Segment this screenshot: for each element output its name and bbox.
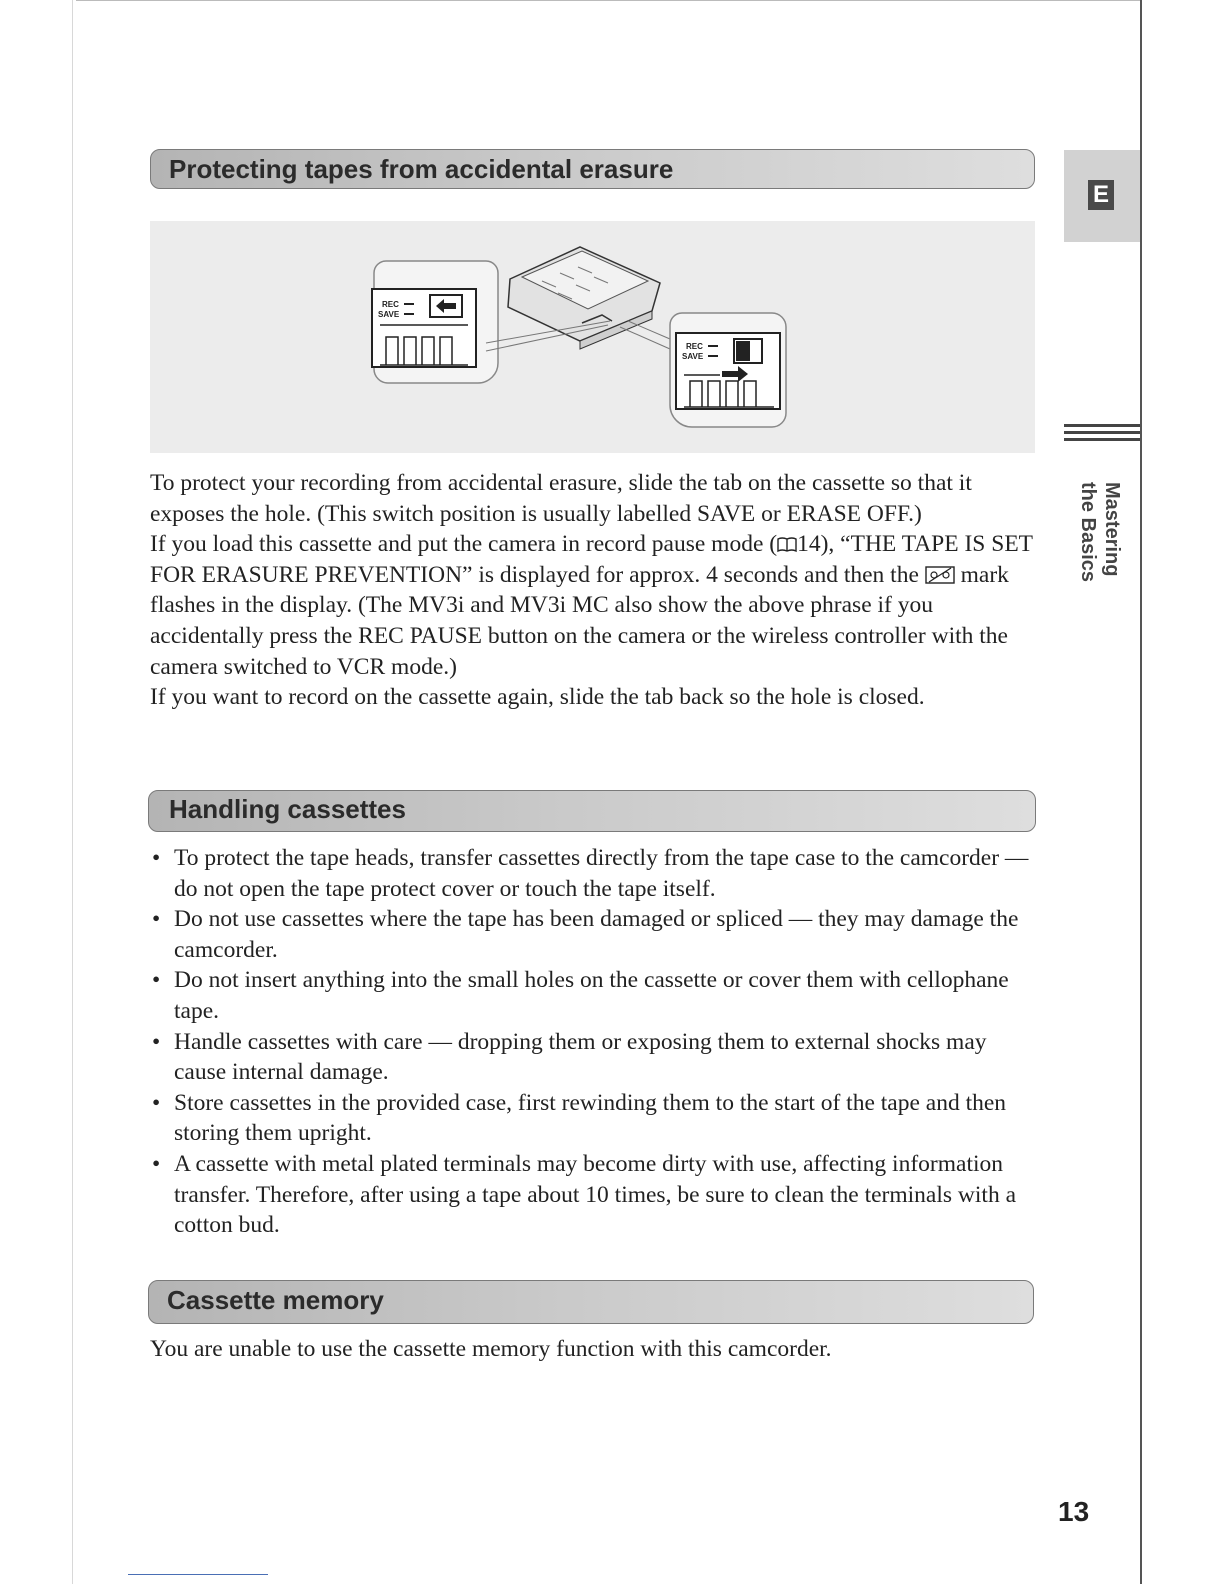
chapter-letter: E xyxy=(1088,180,1114,210)
chapter-tab xyxy=(1064,150,1140,242)
page-top-edge xyxy=(76,0,1140,1)
switch-label-rec-left: REC xyxy=(382,300,399,309)
protecting-paragraph-2-ref: 14), “THE TAPE IS SET FOR ERASURE PREVENTION” is displayed for approx. 4 seconds and then the xyxy=(150,531,1033,588)
list-item xyxy=(150,904,1030,965)
section-header-memory xyxy=(148,1280,1034,1324)
page-bottom-mark xyxy=(128,1574,268,1575)
section-title-protecting: Protecting tapes from accidental erasure xyxy=(169,154,674,184)
bullet-dot: • xyxy=(152,1089,161,1116)
switch-zoom-right xyxy=(670,313,786,427)
section-header-handling xyxy=(148,790,1036,832)
cassette-illustration xyxy=(150,221,1035,453)
protecting-paragraph-2-start: If you load this cassette and put the camera in record pause mode ( xyxy=(150,531,778,558)
chapter-label-line-1: Mastering xyxy=(1101,482,1123,577)
page-right-edge xyxy=(1140,0,1142,1584)
tape-protect-mark-icon xyxy=(925,565,955,585)
chapter-label-line-2: the Basics xyxy=(1077,482,1099,583)
list-item-text: Store cassettes in the provided case, first rewinding them to the start of the tape and then storing them upright. xyxy=(174,1089,1007,1147)
section-title-memory: Cassette memory xyxy=(167,1285,384,1315)
protecting-body xyxy=(150,468,1040,713)
cassette-diagram xyxy=(150,221,1035,453)
book-reference-icon xyxy=(777,536,797,553)
handling-bullet-list xyxy=(150,843,1030,1241)
list-item-text: A cassette with metal plated terminals may become dirty with use, affecting information transfer. Therefore, after using a tape about 10 times, be sure to clean the terminals with a cotton bud. xyxy=(174,1150,1016,1239)
list-item-text: To protect the tape heads, transfer cassettes directly from the tape case to the camcorder — do not open the tape protect cover or touch the tape itself. xyxy=(174,845,1029,902)
protecting-paragraph-1: To protect your recording from accidental erasure, slide the tab on the cassette so that it exposes the hole. (This switch position is usually labelled SAVE or ERASE OFF.) xyxy=(150,470,972,527)
list-item xyxy=(150,1027,1030,1088)
memory-paragraph: You are unable to use the cassette memory function with this camcorder. xyxy=(150,1336,832,1362)
bullet-dot: • xyxy=(152,967,161,994)
memory-body xyxy=(150,1334,1040,1365)
protecting-paragraph-3: If you want to record on the cassette again, slide the tab back so the hole is closed. xyxy=(150,684,925,711)
switch-zoom-left xyxy=(372,261,498,383)
bullet-dot: • xyxy=(152,906,161,933)
list-item xyxy=(150,843,1030,904)
cassette-shape xyxy=(508,247,660,349)
switch-label-rec-right: REC xyxy=(686,342,703,351)
chapter-tab-lines xyxy=(1064,424,1140,445)
bullet-dot: • xyxy=(152,1150,161,1177)
section-header-protecting xyxy=(150,149,1035,189)
list-item xyxy=(150,1149,1030,1241)
list-item xyxy=(150,1088,1030,1149)
list-item-text: Do not insert anything into the small holes on the cassette or cover them with cellophane tape. xyxy=(174,967,1009,1024)
chapter-side-label xyxy=(1076,482,1124,602)
page-left-edge xyxy=(72,0,73,1584)
section-title-handling: Handling cassettes xyxy=(169,794,406,824)
list-item-text: Do not use cassettes where the tape has been damaged or spliced — they may damage the camcorder. xyxy=(174,906,1019,963)
list-item xyxy=(150,965,1030,1026)
switch-label-save-left: SAVE xyxy=(378,310,400,319)
bullet-dot: • xyxy=(152,1028,161,1055)
bullet-dot: • xyxy=(152,845,161,871)
protecting-paragraph-2 xyxy=(150,529,1040,682)
page-number: 13 xyxy=(1058,1496,1090,1527)
switch-label-save-right: SAVE xyxy=(682,352,704,361)
protecting-paragraph-2-end: mark flashes in the display. (The MV3i and MV3i MC also show the above phrase if you accidentally press the REC PAUSE button on the camera or the wireless controller with the camera switched to VCR mode.) xyxy=(150,561,1009,680)
list-item-text: Handle cassettes with care — dropping them or exposing them to external shocks may cause internal damage. xyxy=(174,1028,987,1086)
